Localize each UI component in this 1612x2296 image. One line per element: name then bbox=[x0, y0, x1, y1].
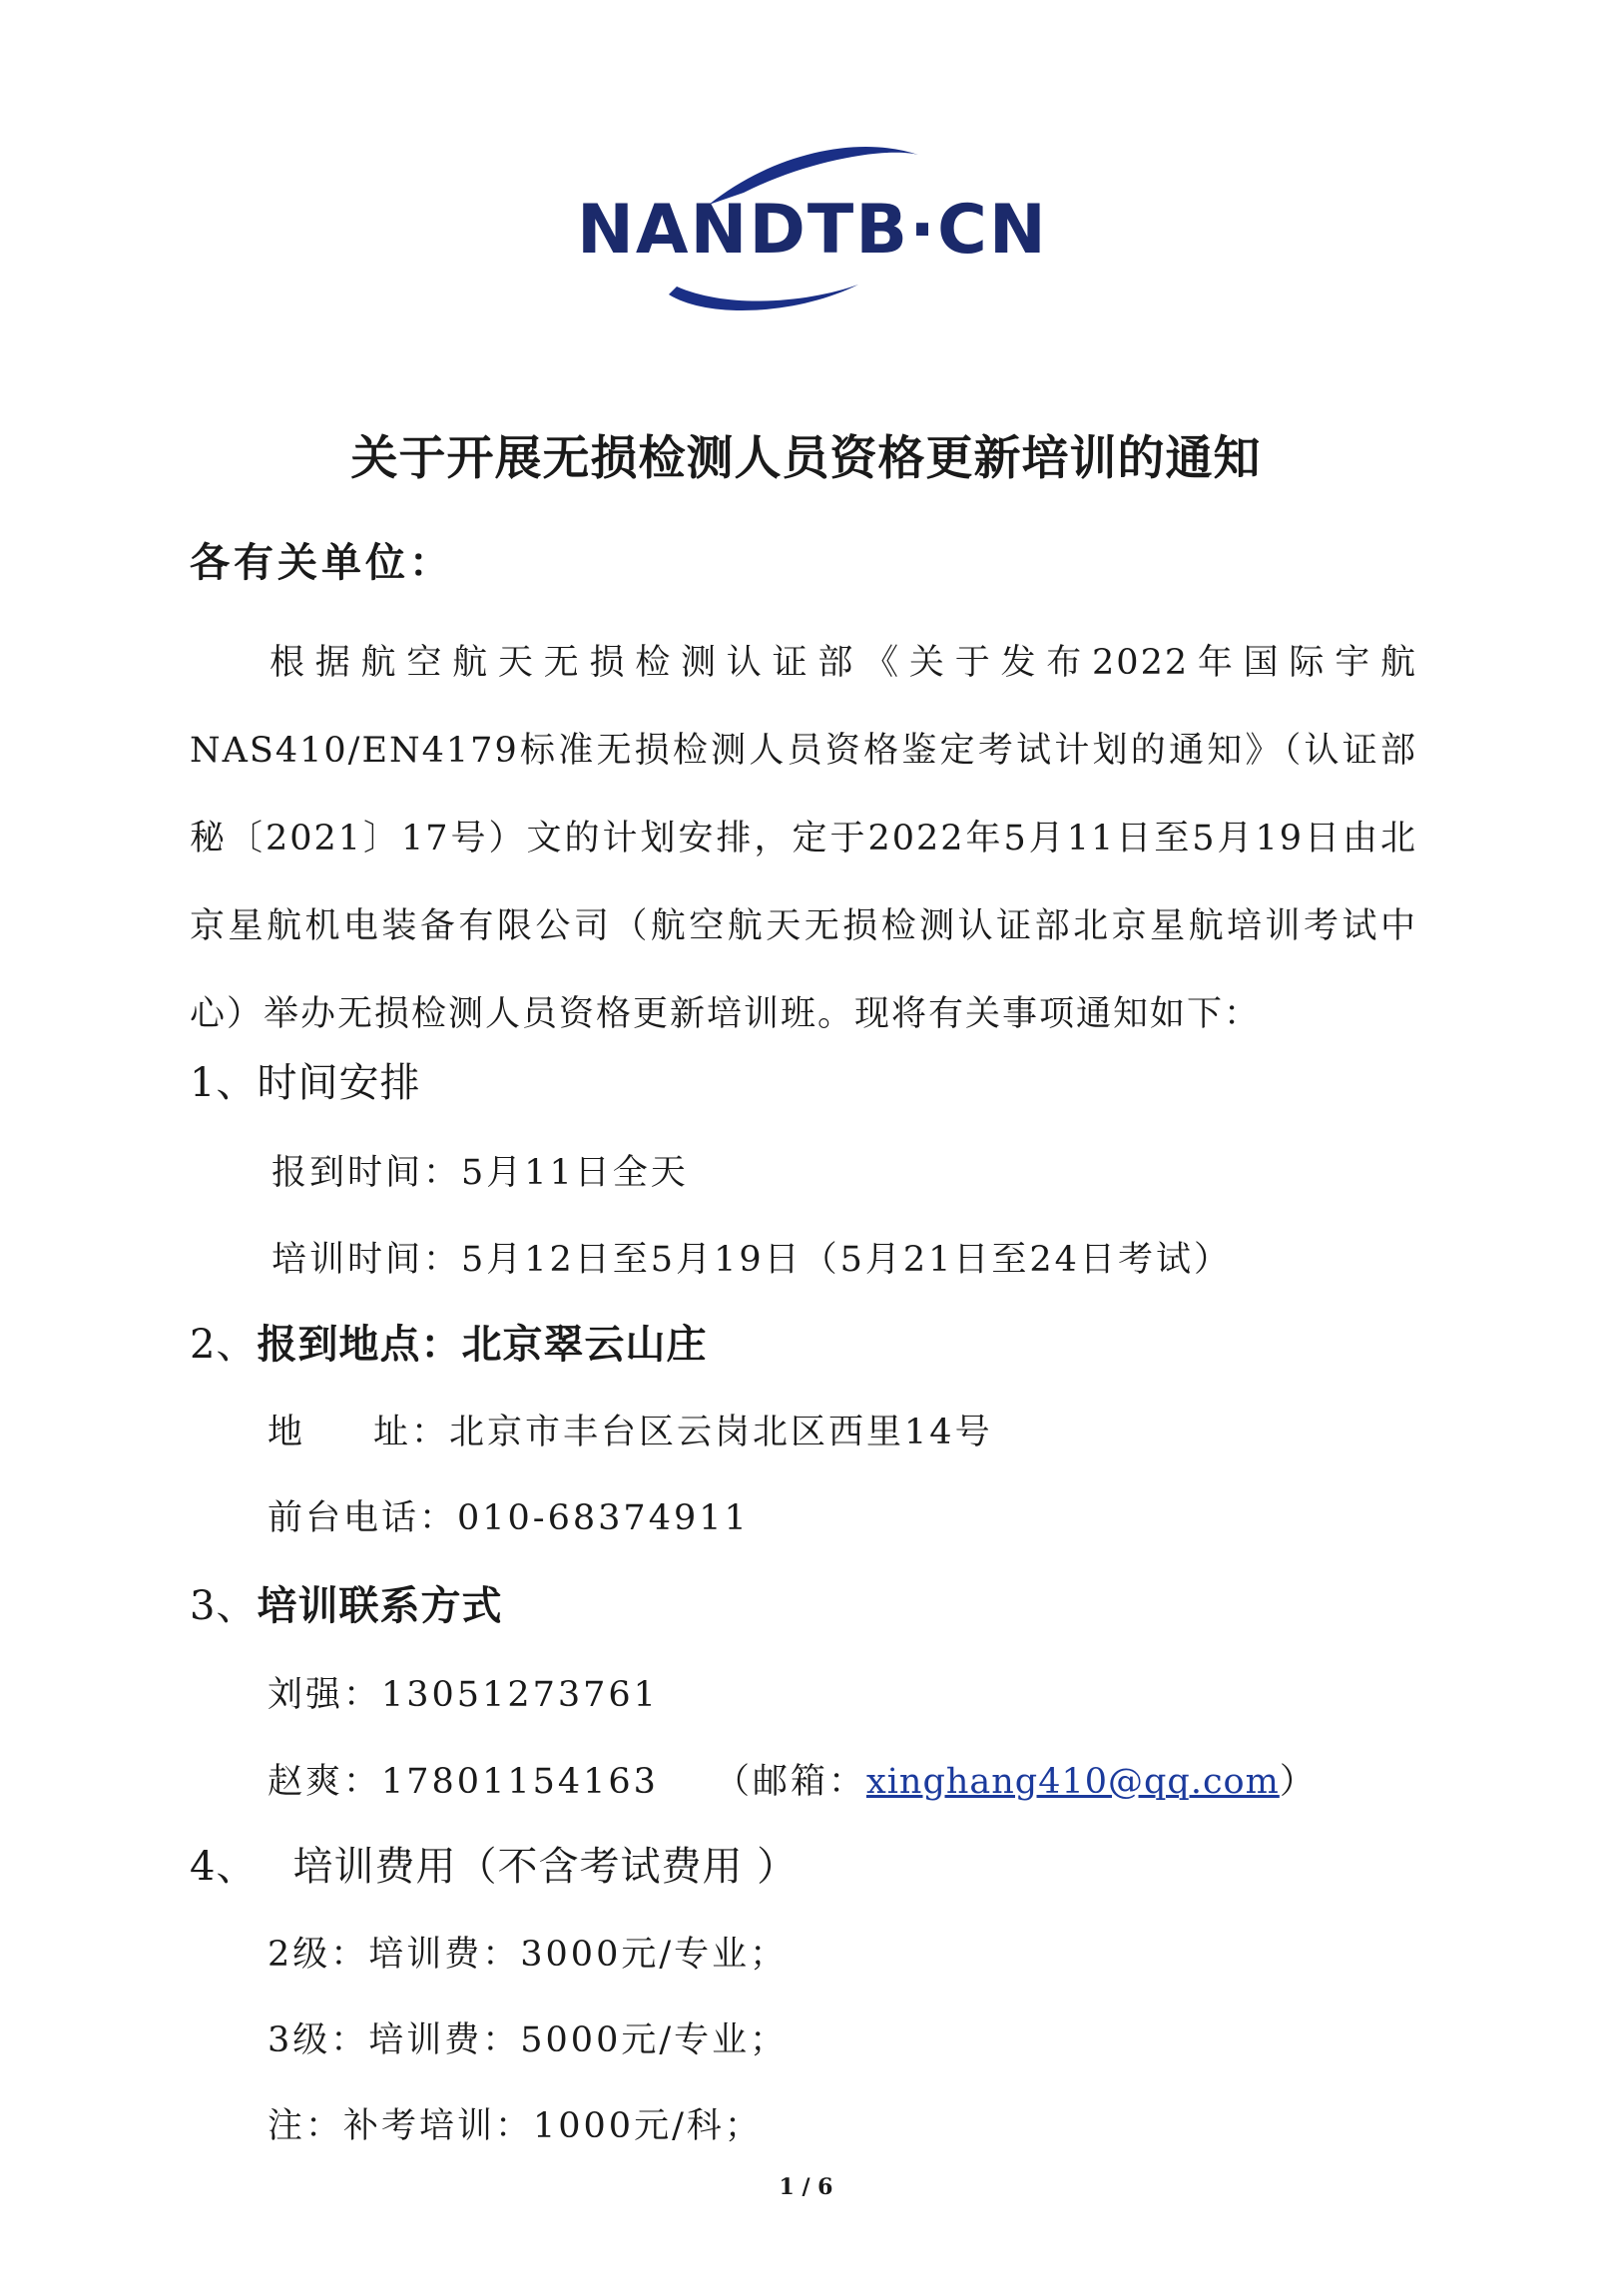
section-title: 培训联系方式 bbox=[257, 1583, 503, 1629]
section-time-heading bbox=[190, 1051, 420, 1108]
logo-swoosh-bottom bbox=[669, 285, 858, 310]
section-number: 1、 bbox=[190, 1060, 258, 1106]
email-suffix: ） bbox=[1279, 1762, 1318, 1802]
address-label-2: 址： bbox=[373, 1413, 450, 1452]
section-title: 报到地点：北京翠云山庄 bbox=[257, 1322, 708, 1368]
section-fees-heading bbox=[190, 1835, 798, 1892]
checkin-time: 报到时间：5月11日全天 bbox=[271, 1153, 689, 1193]
logo-text: NANDTB·CN bbox=[577, 191, 1048, 270]
contact-line-2 bbox=[268, 1754, 1318, 1804]
page-number: 1 / 6 bbox=[779, 2174, 833, 2200]
front-desk-phone: 前台电话：010-68374911 bbox=[268, 1498, 750, 1538]
fee-level-2: 2级：培训费：3000元/专业； bbox=[268, 1935, 789, 1975]
nandtb-logo bbox=[559, 135, 1058, 319]
training-time: 培训时间：5月12日至5月19日（5月21日至24日考试） bbox=[271, 1240, 1232, 1280]
section-title: 时间安排 bbox=[257, 1060, 421, 1106]
notice-title: 关于开展无损检测人员资格更新培训的通知 bbox=[350, 431, 1262, 486]
fee-note: 注：补考培训：1000元/科； bbox=[268, 2106, 763, 2146]
section-title: 培训费用（不含考试费用 ） bbox=[292, 1844, 799, 1890]
section-number: 2、 bbox=[190, 1322, 258, 1368]
contact-person-2: 赵爽：17801154163 bbox=[268, 1762, 659, 1802]
fee-level-3: 3级：培训费：5000元/专业； bbox=[268, 2020, 789, 2060]
address-value: 北京市丰台区云岗北区西里14号 bbox=[449, 1413, 993, 1452]
section-number: 3、 bbox=[190, 1583, 258, 1629]
address-label: 地 bbox=[268, 1413, 306, 1452]
intro-paragraph: 根据航空航天无损检测认证部《关于发布2022年国际宇航NAS410/EN4179标准无损检测人员资格鉴定考试计划的通知》（认证部秘〔2021〕17号）文的计划安排，定于2022年5月11日至5月19日由北京星航机电装备有限公司（航空航天无损检测认证部北京星航培训考试中心）举办无损检测人员资格更新培训班。现将有关事项通知如下： bbox=[190, 643, 1417, 1034]
section-location-heading bbox=[190, 1313, 707, 1370]
section-contact-heading bbox=[190, 1574, 502, 1631]
salutation: 各有关单位： bbox=[190, 540, 453, 586]
email-prefix: （邮箱： bbox=[714, 1762, 866, 1802]
contact-person-1: 刘强：13051273761 bbox=[268, 1675, 659, 1715]
email-link[interactable]: xinghang410@qq.com bbox=[865, 1762, 1280, 1802]
address-line bbox=[268, 1405, 993, 1454]
section-number: 4、 bbox=[190, 1844, 258, 1890]
